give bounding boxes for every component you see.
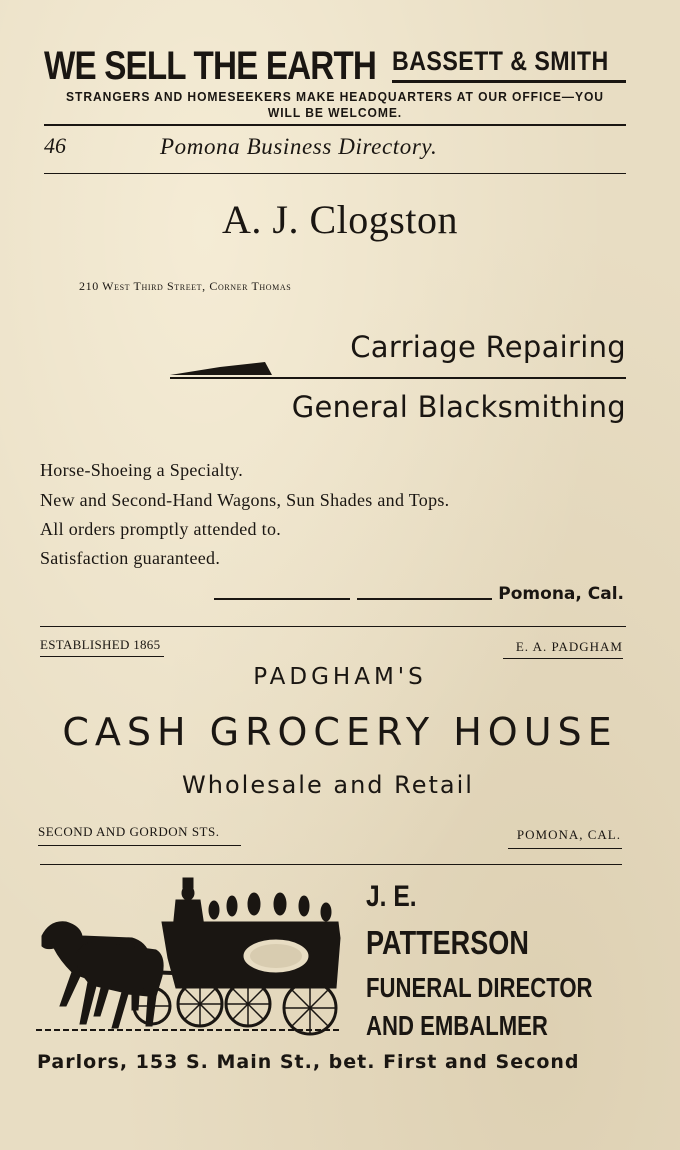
patterson-address: Parlors, 153 S. Main St., bet. First and Second <box>37 1051 580 1073</box>
clogston-line: Satisfaction guaranteed. <box>40 548 221 568</box>
established-underline <box>40 656 164 657</box>
padgham-subhead: Wholesale and Retail <box>182 771 474 799</box>
header-rule <box>44 124 626 126</box>
clogston-address: 210 West Third Street, Corner Thomas <box>79 279 292 293</box>
running-head-rule <box>44 173 626 174</box>
patterson-title-1: FUNERAL DIRECTOR <box>366 972 593 1003</box>
clogston-location: Pomona, Cal. <box>498 584 624 604</box>
clogston-line: Horse-Shoeing a Specialty. <box>40 460 244 480</box>
address-underline <box>38 845 241 846</box>
header-tagline: STRANGERS AND HOMESEEKERS MAKE HEADQUARTERS AT OUR OFFICE—YOU WILL BE WELCOME. <box>66 89 604 120</box>
signature-rule <box>214 597 494 601</box>
running-head-title: Pomona Business Directory. <box>160 134 438 159</box>
page-number: 46 <box>44 133 66 158</box>
clogston-line: All orders promptly attended to. <box>40 519 282 539</box>
clogston-name: A. J. Clogston <box>222 197 458 242</box>
padgham-proprietor: E. A. PADGHAM <box>515 639 623 654</box>
patterson-initials: J. E. <box>366 880 417 913</box>
header-firm-name: BASSETT & SMITH <box>392 46 609 76</box>
clogston-service-blacksmith: General Blacksmithing <box>291 390 626 424</box>
firm-underline <box>392 80 626 83</box>
header-slogan: WE SELL THE EARTH <box>44 44 377 88</box>
padgham-headline: CASH GROCERY HOUSE <box>62 710 618 754</box>
padgham-location: POMONA, CAL. <box>516 827 621 842</box>
ornamental-rule <box>170 358 628 382</box>
section-rule <box>40 864 622 865</box>
padgham-established: ESTABLISHED 1865 <box>40 637 161 652</box>
clogston-service-carriage: Carriage Repairing <box>350 330 626 364</box>
patterson-surname: PATTERSON <box>366 924 529 961</box>
horse-drawn-hearse-illustration <box>36 876 342 1040</box>
padgham-name: PADGHAM'S <box>253 664 427 690</box>
padgham-address: SECOND AND GORDON STS. <box>38 824 220 839</box>
clogston-line: New and Second-Hand Wagons, Sun Shades and Tops. <box>40 490 450 510</box>
patterson-title-2: AND EMBALMER <box>366 1010 548 1041</box>
section-rule <box>40 626 626 627</box>
location-underline <box>508 848 622 849</box>
proprietor-underline <box>503 658 623 659</box>
